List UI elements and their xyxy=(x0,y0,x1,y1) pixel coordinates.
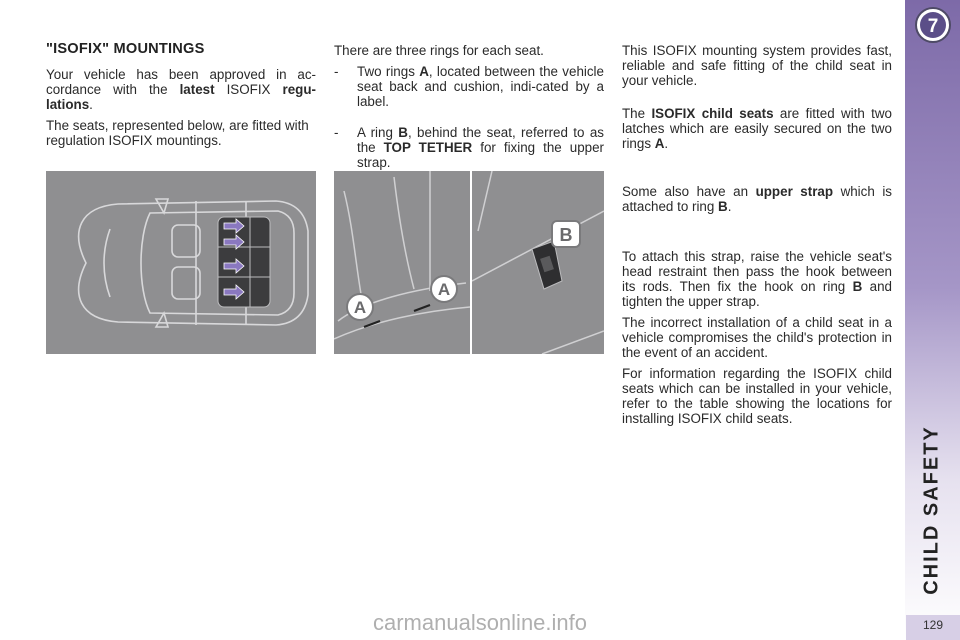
text-run: which is attached to ring xyxy=(622,184,892,214)
text-run: ISOFIX xyxy=(214,82,283,97)
text-run: , behind the seat, referred to as the xyxy=(357,125,604,155)
chapter-title: CHILD SAFETY xyxy=(920,425,943,595)
bold-run: A xyxy=(419,64,429,79)
trim-edge xyxy=(478,171,492,231)
car-body-outline xyxy=(79,201,308,325)
text-run: are fitted with two latches which are easily secured on the two rings xyxy=(622,106,892,151)
seatbelt-line xyxy=(394,177,414,289)
mirror-left xyxy=(156,199,168,213)
chapter-number: 7 xyxy=(927,16,939,37)
upper-strap-paragraph xyxy=(622,184,892,214)
bullet-ring-b xyxy=(334,125,604,170)
text-run: Your vehicle has been approved in ac-cordance with the xyxy=(46,67,316,97)
bold-run: B xyxy=(718,199,728,214)
bullet-rings-a xyxy=(334,64,604,109)
bold-run: A xyxy=(654,136,665,151)
text-run: , located between the vehicle seat back and cushion, indi-cated by a label. xyxy=(357,64,604,109)
rings-a-illustration xyxy=(334,171,470,354)
text-run: . xyxy=(664,136,669,151)
bold-run: upper strap xyxy=(755,184,834,199)
ring-a-badge xyxy=(431,276,457,302)
ring-a-label: A xyxy=(353,298,367,317)
column-right xyxy=(622,43,892,432)
mirror-right xyxy=(156,313,168,327)
bullet-text xyxy=(357,64,604,109)
rings-a-drawing xyxy=(334,171,470,354)
page-number: 129 xyxy=(922,618,944,632)
ring-b-badge xyxy=(552,221,580,247)
text-run: To attach this strap, raise the vehicle seat's head restraint then pass the hook between its rods. Then fix the hook on ring xyxy=(622,249,892,294)
bold-run: ISOFIX child seats xyxy=(651,106,774,121)
bold-run: B xyxy=(398,125,408,140)
text-run: Two rings xyxy=(357,64,420,79)
child-seats-paragraph xyxy=(622,106,892,151)
system-paragraph: This ISOFIX mounting system provides fast, reliable and safe fitting of the child seat in your vehicle. xyxy=(622,43,892,88)
ring-b-label: B xyxy=(559,225,573,245)
column-left xyxy=(46,42,316,154)
warning-paragraph: The incorrect installation of a child seat in a vehicle compromises the child's protection in the event of an accident. xyxy=(622,315,892,360)
chapter-number-icon xyxy=(914,6,952,44)
text-run: for fixing the upper strap. xyxy=(357,140,604,170)
bullet-dash: - xyxy=(334,64,339,79)
text-run: . xyxy=(89,97,93,112)
text-run: and tighten the upper strap. xyxy=(622,279,893,309)
text-run: . xyxy=(727,199,732,214)
approval-paragraph xyxy=(46,67,316,112)
seats-paragraph: The seats, represented below, are fitted with regulation ISOFIX mountings. xyxy=(46,118,309,148)
car-top-view-illustration xyxy=(46,171,316,354)
column-middle xyxy=(334,43,604,176)
bullet-text xyxy=(357,125,604,170)
bold-run: latest xyxy=(179,82,215,97)
tether-anchor xyxy=(532,241,562,289)
ring-b-illustration xyxy=(472,171,604,354)
watermark-text: carmanualsonline.info xyxy=(372,610,588,635)
windshield-line xyxy=(104,229,110,297)
text-run: The xyxy=(622,106,652,121)
bold-run: B xyxy=(852,279,863,294)
bold-run: TOP TETHER xyxy=(383,140,473,155)
bold-run: regu-lations xyxy=(46,82,316,112)
ring-b-drawing xyxy=(472,171,604,354)
bullet-dash: - xyxy=(334,125,339,140)
text-run: Some also have an xyxy=(622,184,756,199)
ring-a-badge xyxy=(347,294,373,320)
trim-edge xyxy=(542,331,604,354)
section-heading: "ISOFIX" MOUNTINGS xyxy=(46,41,205,57)
car-top-view-drawing xyxy=(46,171,316,354)
info-paragraph: For information regarding the ISOFIX child seats which can be installed in your vehicle, refer to the table showing the locations for installing ISOFIX child seats. xyxy=(622,366,892,426)
seat-back-edge xyxy=(344,191,364,311)
text-run: A ring xyxy=(357,125,399,140)
rings-intro: There are three rings for each seat. xyxy=(334,43,544,58)
ring-a-label: A xyxy=(437,280,451,299)
attach-strap-paragraph xyxy=(622,249,892,309)
